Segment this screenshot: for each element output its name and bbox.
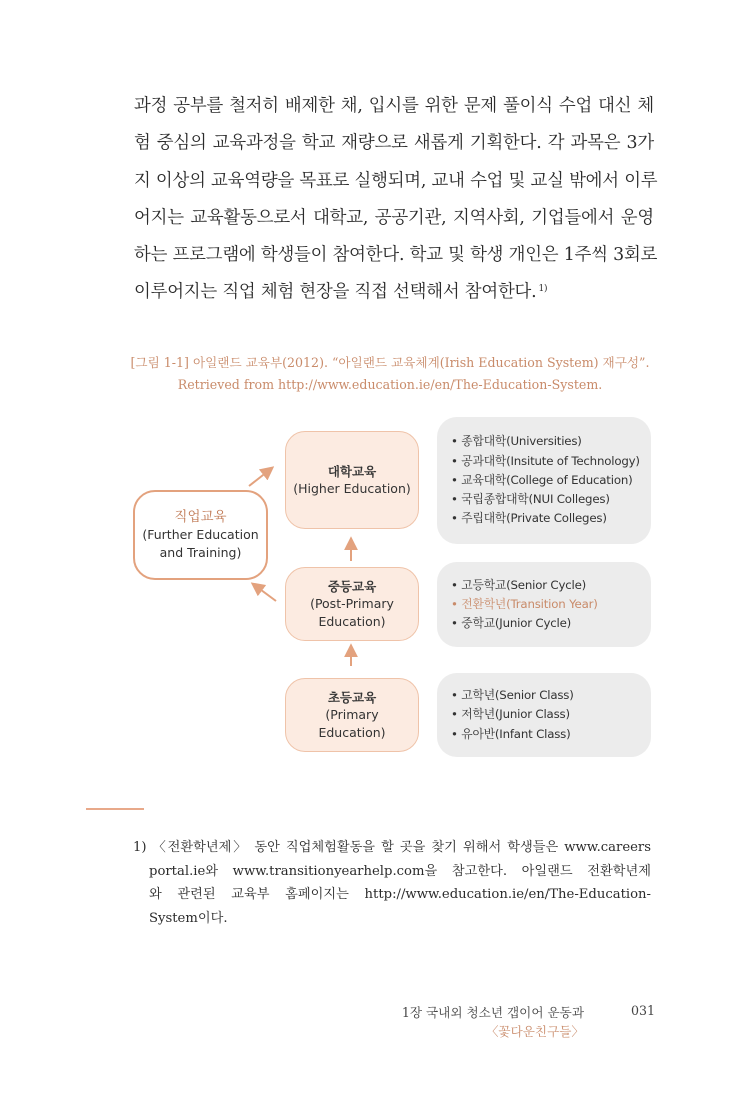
body-line: 험 중심의 교육과정을 학교 재량으로 새롭게 기획한다. 각 과목은 3가: [134, 133, 654, 154]
figure-caption: [그림 1-1] 아일랜드 교육부(2012). “아일랜드 교육체계(Irish Education System) 재구성”.: [130, 355, 650, 370]
body-line-text: 이루어지는 직업 체험 현장을 직접 선택해서 참여한다.: [134, 282, 537, 303]
footnote-reference[interactable]: 1): [538, 283, 548, 294]
primary-list: [437, 673, 651, 757]
further-education-label: and Training): [159, 544, 242, 560]
footnote-line: portal.ie와 www.transitionyearhelp.com을 참고한다. 아일랜드 전환학년제: [149, 863, 651, 879]
footnote-line: 1) 〈전환학년제〉 동안 직업체험활동을 할 곳을 찾기 위해서 학생들은 www.careers: [133, 840, 651, 855]
footnote-line: 와 관련된 교육부 홈페이지는 http://www.education.ie/en/The-Education-: [149, 887, 651, 902]
chapter-subtitle: 〈꽃다운친구들〉: [485, 1024, 584, 1039]
further-education-label: (Further Education: [142, 527, 259, 543]
list-item: • 주립대학(Private Colleges): [451, 511, 607, 526]
body-line: 과정 공부를 철저히 배제한 채, 입시를 위한 문제 풀이식 수업 대신 체: [134, 96, 654, 116]
footnote-line: System이다.: [149, 910, 228, 926]
primary-label: Education): [318, 724, 386, 740]
post-primary-label: (Post-Primary: [310, 596, 394, 612]
primary-title: 초등교육: [327, 689, 377, 705]
list-item: • 고등학교(Senior Cycle): [451, 577, 587, 592]
primary-label: (Primary: [325, 707, 379, 723]
list-item: • 종합대학(Universities): [451, 434, 582, 449]
post-primary-title: 중등교육: [327, 578, 377, 594]
post-primary-list: [437, 562, 651, 647]
figure-source: Retrieved from http://www.education.ie/en/The-Education-System.: [177, 377, 603, 392]
list-item: • 유아반(Infant Class): [451, 726, 571, 741]
post-primary-box: [285, 567, 419, 641]
list-item: • 공과대학(Insitute of Technology): [451, 453, 640, 468]
body-line: 어지는 교육활동으로서 대학교, 공공기관, 지역사회, 기업들에서 운영: [134, 207, 654, 228]
list-item: • 국립종합대학(NUI Colleges): [451, 492, 610, 507]
list-item: • 중학교(Junior Cycle): [451, 616, 572, 631]
body-line: 지 이상의 교육역량을 목표로 실행되며, 교내 수업 및 교실 밖에서 이루: [134, 170, 658, 191]
higher-education-box: [285, 431, 419, 529]
list-item-highlighted: • 전환학년(Transition Year): [451, 596, 598, 611]
list-item: • 저학년(Junior Class): [451, 707, 570, 722]
further-education-box: [133, 490, 268, 580]
higher-education-list: [437, 417, 651, 544]
list-item: • 고학년(Senior Class): [451, 688, 574, 703]
chapter-title: 1장 국내외 청소년 갭이어 운동과: [401, 1005, 584, 1020]
footnote: [133, 836, 651, 930]
primary-box: [285, 678, 419, 752]
page-number: 031: [631, 1003, 656, 1018]
body-line: 하는 프로그램에 학생들이 참여한다. 학교 및 학생 개인은 1주씩 3회로: [134, 245, 658, 266]
further-education-title: 직업교육: [174, 508, 227, 525]
higher-education-title: 대학교육: [327, 463, 377, 479]
list-item: • 교육대학(College of Education): [451, 472, 633, 487]
footnote-divider: [86, 808, 144, 810]
arrow-further-to-higher: [249, 468, 272, 486]
post-primary-label: Education): [318, 613, 386, 629]
running-footer: [402, 1003, 584, 1041]
arrow-post-to-further: [253, 584, 276, 601]
higher-education-label: (Higher Education): [293, 481, 411, 496]
